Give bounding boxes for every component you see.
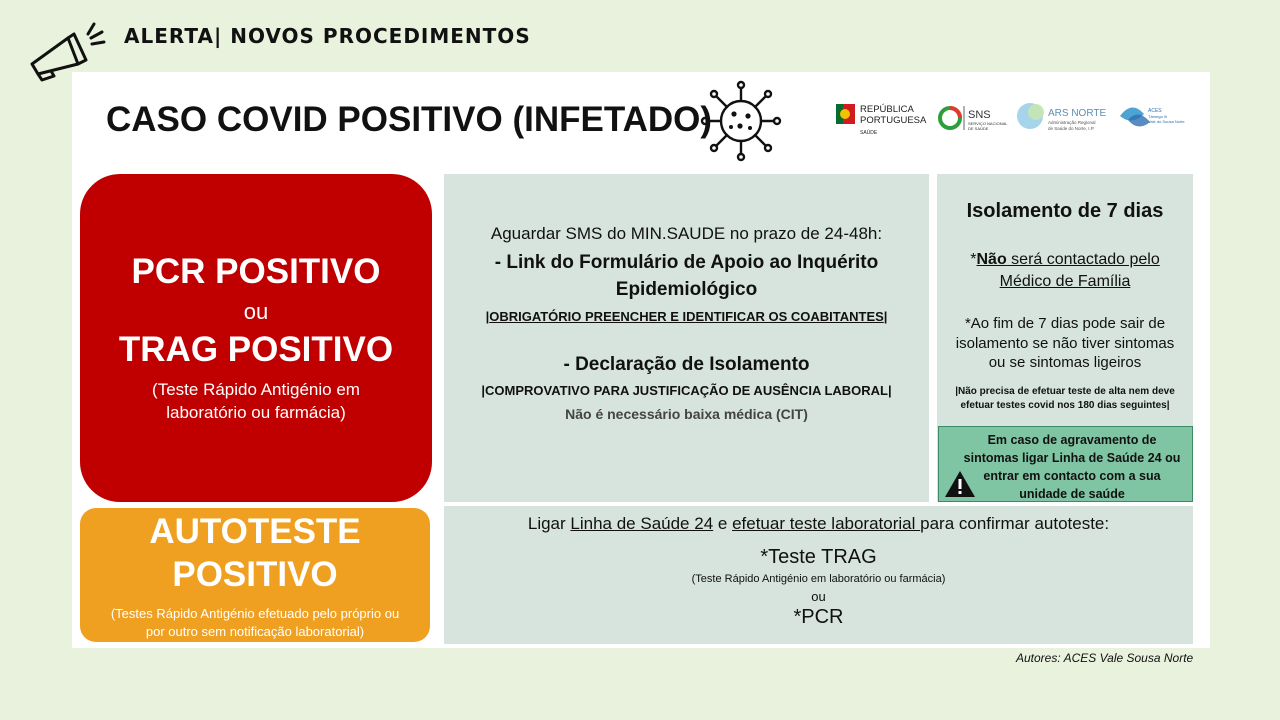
efetuar-teste: efetuar teste laboratorial xyxy=(732,514,921,533)
not-contacted-rest: será contactado pelo xyxy=(1006,251,1160,268)
pcr-note-line1: (Teste Rápido Antigénio em xyxy=(152,380,360,400)
sms-intro: Aguardar SMS do MIN.SAUDE no prazo de 24-48h: xyxy=(490,224,883,243)
pcr-ou: ou xyxy=(243,299,269,325)
medico-familia: Médico de Família xyxy=(999,272,1131,290)
obrigatorio-tag-post: | xyxy=(883,309,888,325)
baixa-medica-note: Não é necessário baixa médica (CIT) xyxy=(565,405,808,422)
declaracao-isolamento: - Declaração de Isolamento xyxy=(563,354,810,376)
sms-instructions-panel xyxy=(444,174,929,502)
pcr-note xyxy=(152,379,360,425)
autoteste-line2: POSITIVO xyxy=(172,555,338,595)
worsening-alert-text xyxy=(960,431,1184,504)
alert-line4: unidade de saúde xyxy=(1019,487,1125,502)
autoteste-line1: AUTOTESTE xyxy=(149,511,361,551)
bottom-pcr: *PCR xyxy=(793,606,844,628)
aces-text: ACES xyxy=(1148,108,1162,114)
logos-strip xyxy=(832,96,1202,142)
autoteste-note-line1: (Testes Rápido Antigénio efetuado pelo próprio ou xyxy=(110,606,400,622)
pcr-line1: PCR POSITIVO xyxy=(131,252,381,292)
bottom-ou: ou xyxy=(811,589,826,604)
aces-sub2: Vale do Sousa Norte xyxy=(1148,119,1185,124)
not-contacted-note xyxy=(970,249,1159,292)
ars-norte-logo xyxy=(1017,103,1106,131)
link-formulario-line2: Epidemiológico xyxy=(615,278,758,300)
alert-line2: sintomas ligar Linha de Saúde 24 ou xyxy=(963,451,1181,466)
not-contacted-nao: Não xyxy=(976,251,1007,268)
confirm-autoteste-line xyxy=(528,514,1109,534)
no-discharge-line2: efetuar testes covid nos 180 dias seguintes| xyxy=(960,399,1170,411)
obrigatorio-tag xyxy=(486,309,888,324)
comprovativo-tag: |COMPROVATIVO PARA JUSTIFICAÇÃO DE AUSÊNCIA LABORAL| xyxy=(481,382,892,398)
end-isolation-line3: ou se sintomas ligeiros xyxy=(988,354,1142,372)
ars-text: ARS NORTE xyxy=(1048,108,1107,119)
sns-logo xyxy=(940,106,1008,131)
teste-trag: *Teste TRAG xyxy=(760,546,877,568)
alert-line1: Em caso de agravamento de xyxy=(987,433,1157,447)
no-discharge-test-note xyxy=(955,385,1175,413)
obrigatorio-tag-text: OBRIGATÓRIO PREENCHER E IDENTIFICAR OS COABITANTES xyxy=(489,309,884,325)
republica-sub: SAÚDE xyxy=(860,130,878,136)
autoteste-note-line2: por outro sem notificação laboratorial) xyxy=(145,623,365,639)
no-discharge-line1: |Não precisa de efetuar teste de alta nem deve xyxy=(955,385,1175,397)
link-formulario-line1: - Link do Formulário de Apoio ao Inquérito xyxy=(494,252,879,273)
isolation-heading: Isolamento de 7 dias xyxy=(966,200,1164,222)
ars-sub1: Administração Regional xyxy=(1048,120,1096,125)
republica-line1: REPÚBLICA xyxy=(860,104,914,115)
ars-sub2: de Saúde do Norte, I.P. xyxy=(1048,126,1095,131)
aces-sub1: Tâmega III xyxy=(1148,114,1168,119)
page-header-title: ALERTA| NOVOS PROCEDIMENTOS xyxy=(124,24,531,48)
sns-sub2: DE SAÚDE xyxy=(968,126,989,131)
sns-sub1: SERVIÇO NACIONAL xyxy=(968,121,1008,126)
virus-icon xyxy=(700,80,782,162)
authors-credit: Autores: ACES Vale Sousa Norte xyxy=(1016,651,1194,665)
obrigatorio-tag-pre: | xyxy=(485,309,490,325)
end-isolation-note xyxy=(956,314,1174,373)
end-isolation-line2: isolamento se não tiver sintomas xyxy=(955,334,1175,352)
end-isolation-line1: *Ao fim de 7 dias pode sair de xyxy=(964,315,1166,333)
pcr-note-line2: laboratório ou farmácia) xyxy=(166,403,346,422)
teste-trag-note: (Teste Rápido Antigénio em laboratório ou farmácia) xyxy=(691,573,946,585)
ligar-text: Ligar xyxy=(527,514,571,533)
autoteste-note xyxy=(111,605,399,640)
autoteste-box xyxy=(80,508,430,642)
linha-saude-24: Linha de Saúde 24 xyxy=(570,514,714,533)
confirmar-text: para confirmar autoteste: xyxy=(920,514,1110,533)
aces-logo xyxy=(1120,107,1185,126)
e-text: e xyxy=(713,514,733,533)
autoteste-instructions-panel xyxy=(444,506,1193,644)
pcr-positive-box xyxy=(80,174,432,502)
republica-line2: PORTUGUESA xyxy=(860,115,927,126)
sns-text: SNS xyxy=(968,109,991,121)
not-contacted-star: * xyxy=(970,251,977,268)
republica-logo xyxy=(836,104,927,136)
page-title: CASO COVID POSITIVO (INFETADO) xyxy=(106,100,713,139)
alert-line3: entrar em contacto com a sua xyxy=(983,469,1161,484)
pcr-line2: TRAG POSITIVO xyxy=(118,330,394,370)
warning-icon xyxy=(944,470,976,498)
